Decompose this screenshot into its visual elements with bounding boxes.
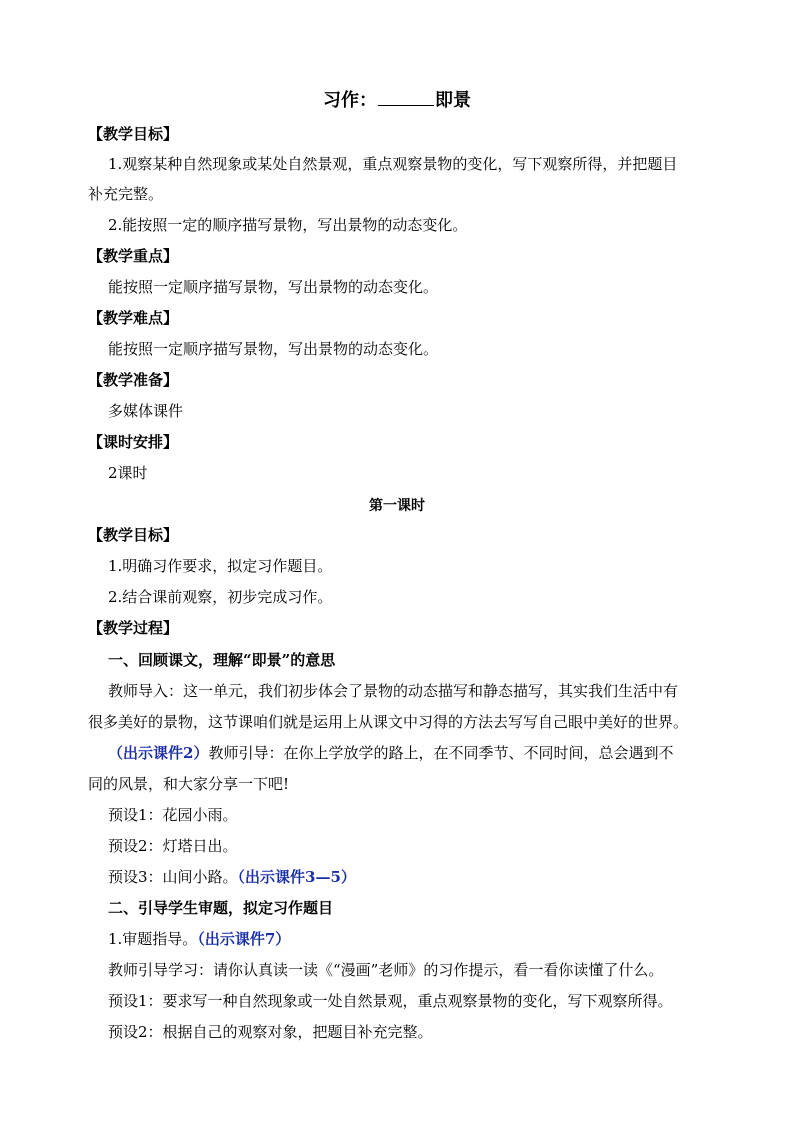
guide-line1 [108,743,673,763]
show-courseware-7: （出示课件7） [197,930,291,948]
teacher-study: 教师引导学习：请你认真读一读《“漫画”老师》的习作提示，看一看你读懂了什么。 [108,961,664,979]
preset-a1: 预设1：要求写一种自然现象或一处自然景观，重点观察景物的变化，写下观察所得。 [108,992,673,1010]
heading-preparation: 【教学准备】 [88,371,179,389]
title-blank [378,88,434,106]
heading-key-points: 【教学重点】 [88,247,179,265]
guide-line2: 同的风景，和大家分享一下吧! [88,775,290,793]
heading-process: 【教学过程】 [88,619,179,637]
schedule-text: 2课时 [108,464,148,482]
title-suffix: 即景 [435,90,471,111]
goal1-line1: 1.观察某种自然现象或某处自然景观，重点观察景物的变化，写下观察所得，并把题目 [108,155,678,173]
preparation-text: 多媒体课件 [108,402,184,420]
heading-teaching-goals: 【教学目标】 [88,125,179,143]
preset-1: 预设1：花园小雨。 [108,806,238,824]
intro-line1: 教师导入：这一单元，我们初步体会了景物的动态描写和静态描写，其实我们生活中有 [108,682,679,700]
difficulties-text: 能按照一定顺序描写景物，写出景物的动态变化。 [108,340,439,358]
preset-a2: 预设2：根据自己的观察对象，把题目补充完整。 [108,1023,433,1041]
heading-schedule: 【课时安排】 [88,433,179,451]
title-prefix: 习作： [323,90,377,111]
lesson-goal1: 1.明确习作要求，拟定习作题目。 [108,557,333,575]
preset-3-line [108,867,356,887]
goal1-line2: 补充完整。 [88,185,164,203]
step2-title: 二、引导学生审题，拟定习作题目 [108,899,334,917]
show-courseware-3-5: （出示课件3—5） [237,868,356,886]
heading-teaching-goals-2: 【教学目标】 [88,526,179,544]
step1-title: 一、回顾课文，理解“即景”的意思 [108,651,336,669]
key-points-text: 能按照一定顺序描写景物，写出景物的动态变化。 [108,278,439,296]
show-courseware-2: （出示课件2） [108,744,209,762]
review-guide-line [108,929,290,949]
goal2: 2.能按照一定的顺序描写景物，写出景物的动态变化。 [108,216,468,234]
lesson-goal2: 2.结合课前观察，初步完成习作。 [108,588,333,606]
intro-line2: 很多美好的景物，这节课咱们就是运用上从课文中习得的方法去写写自己眼中美好的世界。 [88,713,689,731]
preset-3: 预设3：山间小路。 [108,868,238,886]
guide-text: 教师引导：在你上学放学的路上，在不同季节、不同时间，总会遇到不 [208,744,674,762]
review-guide: 1.审题指导。 [108,930,198,948]
heading-difficulties: 【教学难点】 [88,309,179,327]
document-title [0,88,794,113]
preset-2: 预设2：灯塔日出。 [108,837,238,855]
section-title-first-lesson: 第一课时 [369,498,425,514]
